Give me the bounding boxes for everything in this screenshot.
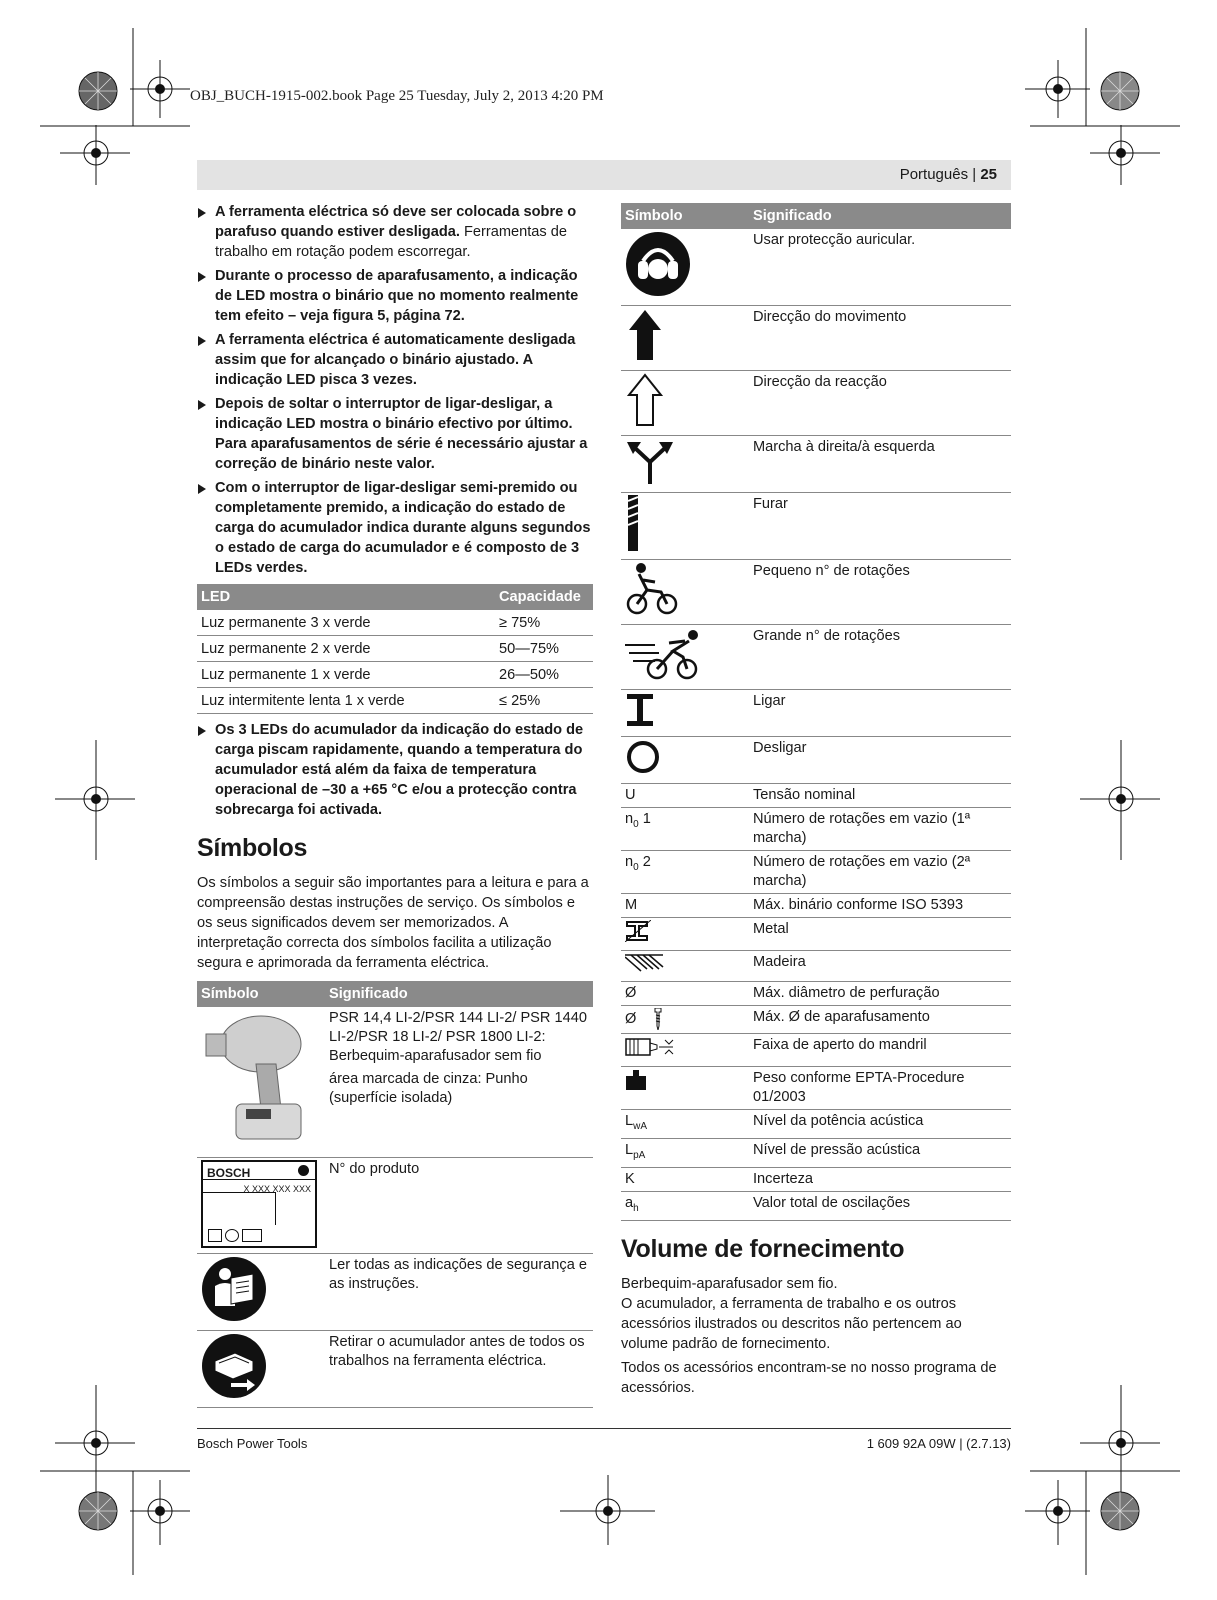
meaning-text: Máx. diâmetro de perfuração bbox=[749, 982, 1011, 1006]
table-row bbox=[197, 636, 593, 662]
bullet-item bbox=[197, 202, 593, 262]
symbol-text: Ø bbox=[625, 1010, 637, 1027]
drill-icon bbox=[201, 1009, 311, 1149]
slow-cyclist-icon bbox=[625, 562, 679, 616]
table-row bbox=[621, 560, 1011, 625]
bullet-bold-text: Depois de soltar o interruptor de ligar-desligar, a indicação LED mostra o binário efectivo por último. Para aparafusamentos de série é necessário ajustar a correção de binário neste valor. bbox=[215, 396, 588, 472]
chuck-icon bbox=[625, 1036, 675, 1058]
meaning-text: Faixa de aperto do mandril bbox=[749, 1034, 1011, 1067]
bullet-bold-text: A ferramenta eléctrica é automaticamente desligada assim que for alcançado o binário ajustado. A indicação LED pisca 3 vezes. bbox=[215, 332, 576, 388]
plate-badge-icon bbox=[298, 1165, 309, 1176]
meaning-text: Incerteza bbox=[749, 1167, 1011, 1191]
bullet-triangle-icon bbox=[198, 726, 206, 736]
table-row bbox=[621, 982, 1011, 1006]
meaning-text: Nível da potência acústica bbox=[749, 1110, 1011, 1139]
section-title-simbolos: Símbolos bbox=[197, 834, 308, 862]
table-row bbox=[621, 306, 1011, 371]
symbol-text: $L_{wA}$ bbox=[621, 1110, 749, 1139]
meaning-text: Tensão nominal bbox=[749, 784, 1011, 808]
meaning-text: Máx. binário conforme ISO 5393 bbox=[749, 894, 1011, 918]
metal-icon bbox=[625, 920, 651, 942]
meaning-text: Nível de pressão acústica bbox=[749, 1138, 1011, 1167]
table-row bbox=[621, 918, 1011, 951]
read-manual-icon bbox=[201, 1256, 267, 1322]
table-row bbox=[197, 662, 593, 688]
arrow-solid-icon bbox=[625, 308, 665, 362]
footer-doc-number: 1 609 92A 09W | (2.7.13) bbox=[866, 1436, 1011, 1451]
table-row bbox=[197, 610, 593, 636]
bullet-triangle-icon bbox=[198, 400, 206, 410]
bullet-triangle-icon bbox=[198, 484, 206, 494]
table-row bbox=[621, 1034, 1011, 1067]
nameplate-icon bbox=[201, 1160, 317, 1248]
plate-number: X XXX XXX XXX bbox=[243, 1184, 311, 1194]
bullet-item bbox=[197, 266, 593, 326]
bullet-text: Ferramentas de trabalho em rotação podem escorregar. bbox=[215, 224, 567, 260]
low-speed-description: Pequeno n° de rotações bbox=[749, 560, 1011, 625]
symbol-text: M bbox=[621, 894, 749, 918]
drill-description: PSR 14,4 LI-2/PSR 144 LI-2/ PSR 1440 LI-2/PSR 18 LI-2/ PSR 1800 LI-2: Berbequim-aparafusador sem fio bbox=[329, 1010, 587, 1064]
volume-paragraph-1: Berbequim-aparafusador sem fio. bbox=[621, 1275, 838, 1292]
table-row bbox=[621, 1110, 1011, 1139]
capacity-cell: 26—50% bbox=[495, 662, 593, 688]
power-off-description: Desligar bbox=[749, 737, 1011, 784]
volume-paragraph-2: O acumulador, a ferramenta de trabalho e os outros acessórios ilustrados ou descritos não pertencem ao volume padrão de fornecimento. bbox=[621, 1295, 962, 1352]
right-symbol-table bbox=[621, 203, 1011, 1221]
meaning-text: Peso conforme EPTA-Procedure 01/2003 bbox=[749, 1067, 1011, 1110]
symbol-text: U bbox=[621, 784, 749, 808]
meaning-text: Número de rotações em vazio (2ª marcha) bbox=[749, 851, 1011, 894]
ear-protection-icon bbox=[625, 231, 691, 297]
volume-paragraph-3: Todos os acessórios encontram-se no nosso programa de acessórios. bbox=[621, 1359, 997, 1396]
movement-direction-description: Direcção do movimento bbox=[749, 306, 1011, 371]
simbolos-intro: Os símbolos a seguir são importantes para a leitura e para a compreensão destas instruções de serviço. Os símbolos e os seus significados devem ser memorizados. A interpretação correcta dos símbolos facilita a utilização segura e aprimorada da ferramenta eléctrica. bbox=[197, 875, 589, 971]
power-on-icon bbox=[625, 692, 655, 728]
remove-battery-icon bbox=[201, 1333, 267, 1399]
remove-battery-description: Retirar o acumulador antes de todos os trabalhos na ferramenta eléctrica. bbox=[325, 1331, 593, 1408]
fork-arrow-icon bbox=[625, 438, 675, 484]
meaning-header: Significado bbox=[325, 981, 593, 1007]
footer-divider bbox=[197, 1428, 1011, 1429]
capacity-cell: 50—75% bbox=[495, 636, 593, 662]
led-cell: Luz permanente 2 x verde bbox=[197, 636, 495, 662]
screw-diameter-icon bbox=[650, 1008, 666, 1030]
product-number-description: N° do produto bbox=[325, 1158, 593, 1254]
bullet-triangle-icon bbox=[198, 336, 206, 346]
table-row bbox=[621, 1138, 1011, 1167]
bullet-bold-text: Durante o processo de aparafusamento, a indicação de LED mostra o binário que no momento realmente tem efeito – veja figura 5, página 72. bbox=[215, 268, 579, 324]
table-row bbox=[621, 784, 1011, 808]
drill-bit-icon bbox=[625, 495, 641, 551]
bullet-bold-text: Os 3 LEDs do acumulador da indicação do estado de carga piscam rapidamente, quando a temperatura do acumulador está além da faixa de temperatura operacional de –30 a +65 °C e/ou a protecção contra sobrecarga foi activada. bbox=[215, 722, 584, 818]
table-row bbox=[197, 1254, 593, 1331]
table-row bbox=[621, 436, 1011, 493]
bullet-item bbox=[197, 478, 593, 578]
bullet-item bbox=[197, 330, 593, 390]
meaning-text: Metal bbox=[749, 918, 1011, 951]
table-row bbox=[621, 1006, 1011, 1034]
meaning-text: Número de rotações em vazio (1ª marcha) bbox=[749, 808, 1011, 851]
ear-protection-description: Usar protecção auricular. bbox=[749, 229, 1011, 306]
table-row bbox=[621, 737, 1011, 784]
table-row bbox=[621, 493, 1011, 560]
reaction-direction-description: Direcção da reacção bbox=[749, 371, 1011, 436]
arrow-outline-icon bbox=[625, 373, 665, 427]
table-row bbox=[621, 951, 1011, 982]
power-on-description: Ligar bbox=[749, 690, 1011, 737]
table-row bbox=[621, 625, 1011, 690]
left-column bbox=[197, 202, 593, 1408]
table-row bbox=[621, 894, 1011, 918]
led-table bbox=[197, 584, 593, 714]
meaning-text: Máx. Ø de aparafusamento bbox=[749, 1006, 1011, 1034]
symbol-text: $n_0$ 1 bbox=[621, 808, 749, 851]
table-row bbox=[197, 1331, 593, 1408]
capacity-header: Capacidade bbox=[495, 584, 593, 610]
direction-switch-description: Marcha à direita/à esquerda bbox=[749, 436, 1011, 493]
grip-description: área marcada de cinza: Punho (superfície isolada) bbox=[329, 1071, 528, 1106]
led-header: LED bbox=[197, 584, 495, 610]
table-row bbox=[197, 1007, 593, 1158]
table-row bbox=[621, 851, 1011, 894]
right-column bbox=[621, 203, 1011, 1398]
table-row bbox=[621, 690, 1011, 737]
symbol-text: K bbox=[621, 1167, 749, 1191]
print-header: OBJ_BUCH-1915-002.book Page 25 Tuesday, July 2, 2013 4:20 PM bbox=[190, 88, 604, 104]
bullet-triangle-icon bbox=[198, 208, 206, 218]
header-language: Português bbox=[899, 166, 969, 183]
symbol-text: $n_0$ 2 bbox=[621, 851, 749, 894]
page-number: 25 bbox=[980, 166, 997, 183]
left-symbol-table bbox=[197, 981, 593, 1408]
bullet-item bbox=[197, 394, 593, 474]
plate-square-icon bbox=[208, 1229, 222, 1242]
section-title-volume: Volume de fornecimento bbox=[621, 1234, 905, 1263]
fast-cyclist-icon bbox=[625, 627, 705, 681]
meaning-header: Significado bbox=[749, 203, 1011, 229]
capacity-cell: ≤ 25% bbox=[495, 688, 593, 714]
page-header-bar bbox=[197, 160, 1011, 190]
symbol-text: $L_{pA}$ bbox=[621, 1138, 749, 1167]
led-cell: Luz permanente 3 x verde bbox=[197, 610, 495, 636]
symbol-header: Símbolo bbox=[621, 203, 749, 229]
table-row bbox=[621, 1191, 1011, 1220]
drilling-description: Furar bbox=[749, 493, 1011, 560]
meaning-text: Valor total de oscilações bbox=[749, 1191, 1011, 1220]
footer-publisher: Bosch Power Tools bbox=[197, 1436, 308, 1451]
plate-rect-icon bbox=[242, 1229, 262, 1242]
bullet-bold-text: A ferramenta eléctrica só deve ser colocada sobre o parafuso quando estiver desligada. bbox=[215, 204, 577, 240]
plate-circle-icon bbox=[225, 1229, 239, 1242]
table-row bbox=[621, 371, 1011, 436]
meaning-text: Madeira bbox=[749, 951, 1011, 982]
read-manual-description: Ler todas as indicações de segurança e as instruções. bbox=[325, 1254, 593, 1331]
table-row bbox=[621, 229, 1011, 306]
table-row bbox=[197, 1158, 593, 1254]
symbol-header: Símbolo bbox=[197, 981, 325, 1007]
power-off-icon bbox=[625, 739, 661, 775]
plate-brand: BOSCH bbox=[207, 1166, 251, 1180]
weight-icon bbox=[625, 1069, 647, 1091]
table-row bbox=[621, 808, 1011, 851]
symbol-text: Ø bbox=[621, 982, 749, 1006]
page-header: Português | 25 bbox=[899, 166, 997, 183]
high-speed-description: Grande n° de rotações bbox=[749, 625, 1011, 690]
symbol-text: $a_h$ bbox=[621, 1191, 749, 1220]
bullet-triangle-icon bbox=[198, 272, 206, 282]
led-cell: Luz intermitente lenta 1 x verde bbox=[197, 688, 495, 714]
bullet-item bbox=[197, 720, 593, 820]
wood-icon bbox=[625, 953, 665, 973]
capacity-cell: ≥ 75% bbox=[495, 610, 593, 636]
led-cell: Luz permanente 1 x verde bbox=[197, 662, 495, 688]
table-row bbox=[621, 1067, 1011, 1110]
table-row bbox=[197, 688, 593, 714]
bullet-bold-text: Com o interruptor de ligar-desligar semi-premido ou completamente premido, a indicação do estado de carga do acumulador indica durante alguns segundos o estado de carga do acumulador e é composto de 3 LEDs verdes. bbox=[215, 480, 591, 576]
table-row bbox=[621, 1167, 1011, 1191]
